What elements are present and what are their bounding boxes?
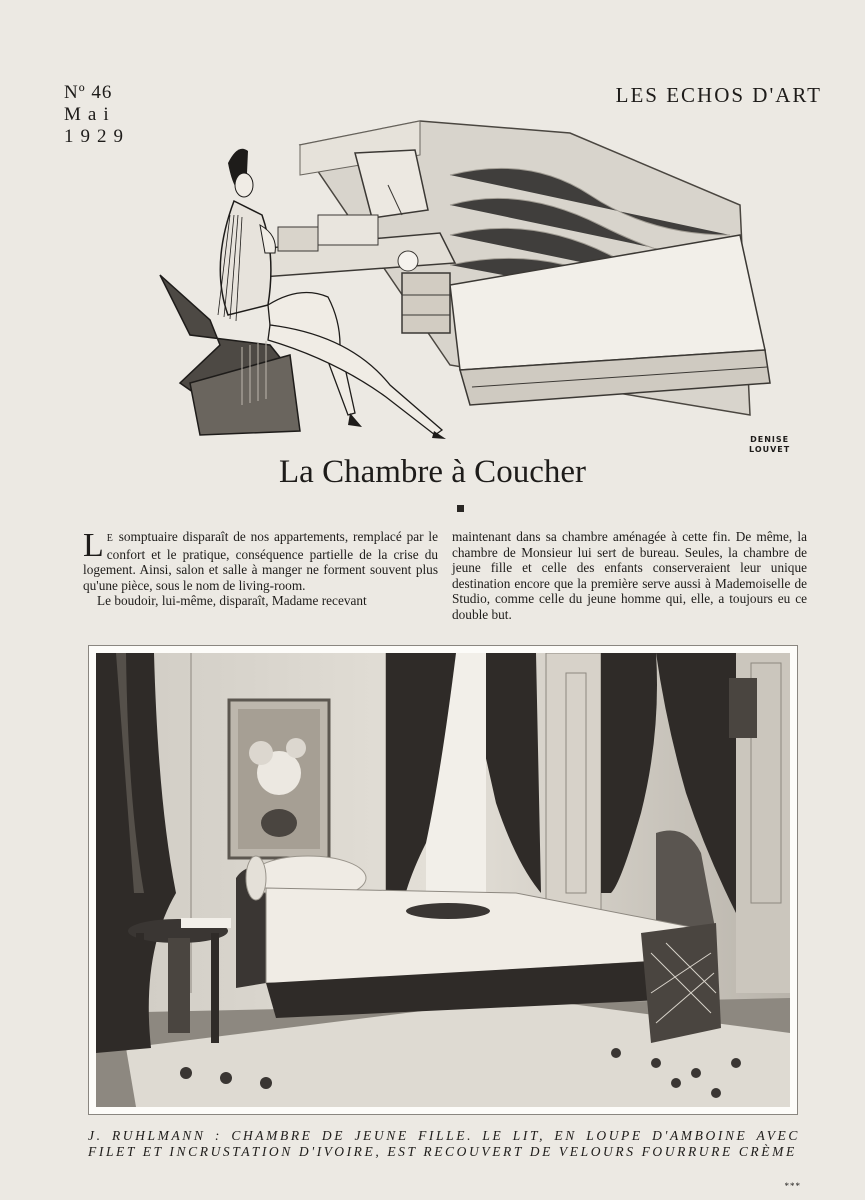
issue-year: 1929 (64, 126, 130, 147)
paragraph-2: Le boudoir, lui-même, disparaît, Madame recevant (97, 593, 367, 608)
footer-ornament: *** (784, 1181, 801, 1191)
caption-text: J. RUHLMANN : CHAMBRE DE JEUNE FILLE. LE LIT, EN LOUPE D'AMBOINE AVEC FILET ET INCRUSTATION D'IVOIRE, EST RECOUVERT DE VELOURS FOURRURE CRÈME (88, 1128, 800, 1159)
issue-info (64, 82, 130, 148)
art-deco-illustration (150, 115, 790, 450)
artist-signature (749, 435, 790, 455)
publication-title: LES ECHOS D'ART (615, 83, 822, 107)
article-column-left (83, 529, 438, 609)
signature-last-name: LOUVET (749, 445, 791, 454)
paragraph-1 (83, 529, 438, 593)
bedroom-photograph (96, 653, 790, 1107)
paragraph-3: maintenant dans sa chambre aménagée à cette fin. De même, la chambre de Monsieur lui sert de bureau. Seules, la chambre de jeune fille et celle des enfants conserveraient leur unique destination encore que la première serve aussi à Mademoiselle de Studio, comme celle du jeune homme qui, elle, a toujours eu ce double but. (452, 529, 807, 622)
photo-caption (88, 1128, 800, 1160)
article-title: La Chambre à Coucher (279, 454, 586, 490)
drop-cap: L (83, 527, 104, 564)
title-ornament (457, 505, 464, 512)
photo-frame (88, 645, 798, 1115)
paragraph-1-text: somptuaire disparaît de nos appartements, remplacé par le confort et le pratique, conséquence partielle de la crise du logement. Ainsi, salon et salle à manger ne forment souvent plus qu'une pièce, sous le nom de living-room. (83, 529, 438, 593)
article-column-right (452, 529, 807, 622)
drop-cap-continuation: E (106, 533, 114, 544)
issue-number: Nº 46 (64, 82, 113, 103)
signature-first-name: DENISE (750, 435, 790, 444)
issue-month: Mai (64, 104, 116, 125)
